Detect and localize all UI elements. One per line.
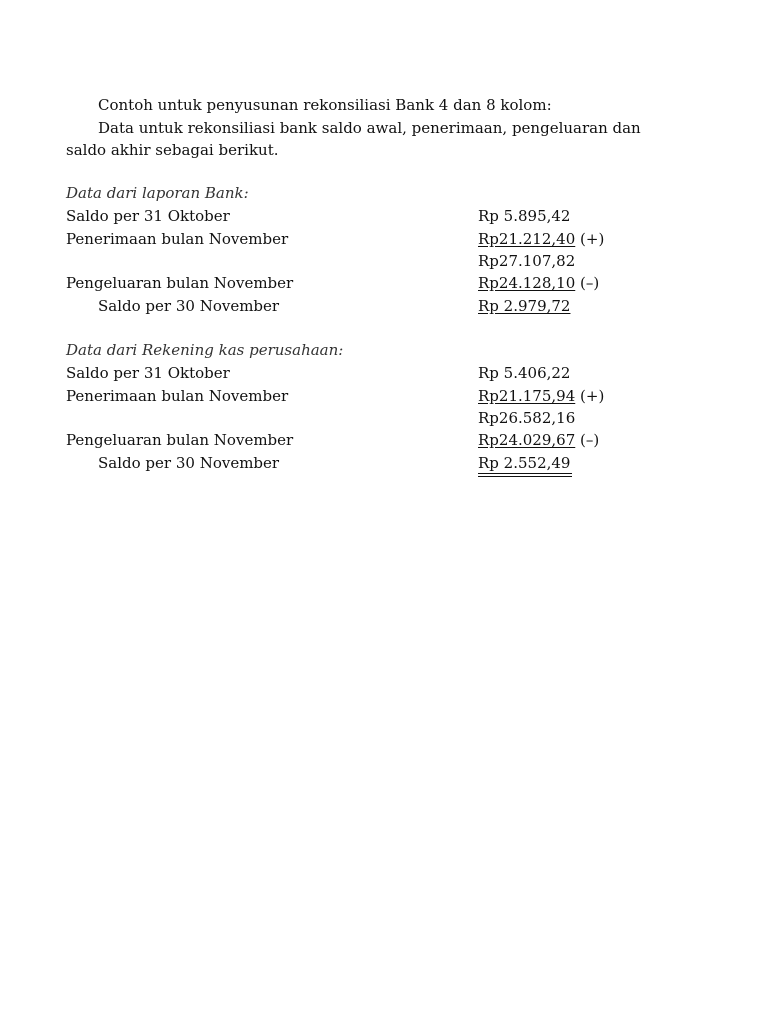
intro-line-3: saldo akhir sebagai berikut.	[66, 141, 279, 159]
bank-row-label: Pengeluaran bulan November	[66, 274, 294, 292]
company-total-amount	[478, 453, 572, 477]
bank-row-amount	[478, 206, 570, 226]
intro-line-2: Data untuk rekonsiliasi bank saldo awal, penerimaan, pengeluaran dan	[98, 119, 641, 137]
amount-value: Rp24.029,67	[478, 431, 576, 449]
bank-subtotal-amount	[478, 251, 575, 271]
amount-value: Rp24.128,10	[478, 274, 576, 292]
bank-row-label: Penerimaan bulan November	[66, 230, 289, 248]
amount-value: Rp27.107,82	[478, 252, 576, 270]
company-section-heading: Data dari Rekening kas perusahaan:	[66, 341, 344, 359]
company-row-label: Saldo per 30 November	[98, 454, 280, 472]
company-row-label: Penerimaan bulan November	[66, 387, 289, 405]
amount-value: Rp 5.895,42	[478, 207, 571, 225]
company-subtotal-amount	[478, 408, 575, 428]
company-row-label: Saldo per 31 Oktober	[66, 364, 230, 382]
amount-value: Rp 5.406,22	[478, 364, 571, 382]
intro-line-1: Contoh untuk penyusunan rekonsiliasi Bank 4 dan 8 kolom:	[98, 96, 552, 114]
bank-section-heading: Data dari laporan Bank:	[66, 184, 249, 202]
company-row-label: Pengeluaran bulan November	[66, 431, 294, 449]
bank-row-label: Saldo per 30 November	[98, 297, 280, 315]
amount-value: Rp 2.979,72	[478, 297, 571, 315]
company-row-amount	[478, 430, 599, 450]
amount-value: Rp26.582,16	[478, 409, 576, 427]
bank-row-label: Saldo per 31 Oktober	[66, 207, 230, 225]
amount-suffix: (+)	[575, 387, 605, 405]
amount-value: Rp 2.552,49	[478, 454, 572, 477]
amount-value: Rp21.175,94	[478, 387, 576, 405]
company-row-amount	[478, 363, 570, 383]
bank-total-amount	[478, 296, 570, 316]
amount-value: Rp21.212,40	[478, 230, 576, 248]
bank-row-amount	[478, 273, 599, 293]
bank-row-amount	[478, 229, 604, 249]
amount-suffix: (–)	[575, 274, 600, 292]
amount-suffix: (+)	[575, 230, 605, 248]
amount-suffix: (–)	[575, 431, 600, 449]
company-row-amount	[478, 386, 604, 406]
